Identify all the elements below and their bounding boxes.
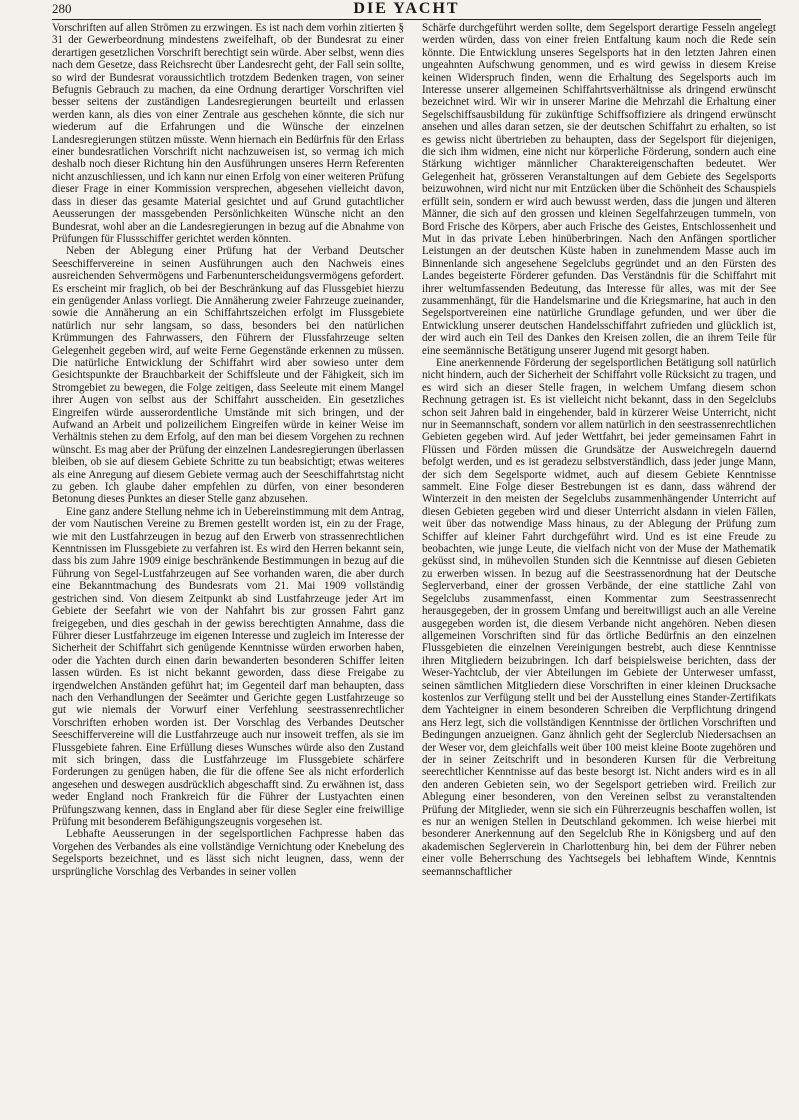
paragraph: Vorschriften auf allen Strömen zu erzwingen. Es ist nach dem vorhin zitierten § 31 der Gewerbeordnung mindestens zweifelhaft, ob der Bundesrat zu einer derartigen gesetzlichen Vorschrift berechtigt sein würde. Aber selbst, wenn dies nach dem Gesetze, dass Reichsrecht über Landesrecht geht, der Fall sein sollte, so wird der Bundesrat voraussichtlich trotzdem Bedenken tragen, von seiner Befugnis Gebrauch zu machen, da eine Ordnung derartiger Vorschriften viel besser seitens der zuständigen Landesregierungen beurteilt und erlassen werden kann, als dies von einer Zentrale aus geschehen könnte, die sich nur wiederum auf die Erfahrungen und die Wünsche der einzelnen Landesregierungen stützen müsste. Wenn hiernach ein Bedürfnis für den Erlass einer bundesratlichen Vorschrift nicht nachzuweisen ist, so vermag ich mich deshalb noch dieser Richtung hin den Ausführungen unseres Herrn Referenten nicht anzuschliessen, und ich kann nur einen Erfolg von einer weiteren Prüfung dieser Frage in einer Kommission versprechen, abgesehen vielleicht davon, dass in dieser das gesamte Material gesichtet und auf Grund gutachtlicher Aeusserungen der massgebenden Persönlichkeiten Wünsche nicht an den Bundesrat, wohl aber an die Landesregierungen in bezug auf die Abnahme von Prüfungen für Flussschiffer gerichtet werden könnten. [52, 22, 404, 245]
paragraph: Lebhafte Aeusserungen in der segelsportlichen Fachpresse haben das Vorgehen des Verbandes als eine vollständige Vernichtung oder Knebelung des Segelsports bezeichnet, und es lässt sich nicht leugnen, dass, wenn der ursprüngliche Vorschlag des Verbandes in seiner vollen [52, 828, 404, 878]
page-header [52, 0, 761, 20]
page-number: 280 [52, 1, 72, 16]
right-column [422, 22, 776, 1117]
left-column [52, 22, 404, 1117]
paragraph: Neben der Ablegung einer Prüfung hat der Verband Deutscher Seeschiffervereine in seinen Ausführungen auch den Nachweis eines ausreichenden Sehvermögens und Farbenunterscheidungsvermögens gefordert. Es erscheint mir fraglich, ob bei der Beschränkung auf das Flussgebiet hierzu ein genügender Anlass vorliegt. Die Annäherung zweier Fahrzeuge zueinander, sowie die Annäherung an ein Schiffahrtszeichen erfolgt im Flussgebiete natürlich nur sehr langsam, so dass, besonders bei den natürlichen Krümmungen des Fahrwassers, den Führern der Flussfahrzeuge selten Gelegenheit gegeben wird, auf weite Ferne Gegenstände erkennen zu müssen. Die natürliche Entwicklung der Schiffahrt wird aber sowieso unter dem Gesichtspunkte der Brauchbarkeit der Schiffsleute und der Fähigkeit, sich im Stromgebiet zu bewegen, die Folge zeitigen, dass Seeleute mit einem Mangel ihrer Augen von selbst aus der Schiffahrt ausscheiden. Ein gesetzliches Eingreifen würde ausserordentliche Umstände mit sich bringen, und der Aufwand an Arbeit und polizeilichem Eingreifen würde in keiner Weise im Verhältnis stehen zu dem Erfolg, auf den man bei diesem Vorgehen zu rechnen wünscht. Es mag aber der Prüfung der einzelnen Landesregierungen überlassen bleiben, ob sie auf diesem Gebiete Schritte zu tun beabsichtigt; etwas weiteres als eine Anregung auf diesem Gebiete vermag auch der Seeschiffahrtstag nicht zu geben. Ich glaube daher empfehlen zu dürfen, von einer besonderen Betonung dieses Punktes an dieser Stelle ganz abzusehen. [52, 245, 404, 506]
paragraph: Schärfe durchgeführt werden sollte, dem Segelsport derartige Fesseln angelegt werden würden, dass von einer freien Entfaltung kaum noch die Rede sein könnte. Die Entwicklung unseres Segelsports hat in den letzten Jahren einen ungeahnten Aufschwung genommen, und es wird gewiss in diesem Kreise keinen Widerspruch finden, wenn die Erhaltung des Segelsports auch im Interesse unserer allgemeinen Schiffahrtsverhältnisse als dringend erwünscht bezeichnet wird. Wir wir in unserer Marine die Mehrzahl die Erhaltung einer Segelschiffsausbildung für zukünftige Schiffsoffiziere als dringend erwünscht ansehen und alles daran setzen, sie der deutschen Schiffahrt zu erhalten, so ist es gewiss nicht übertrieben zu behaupten, dass der Segelsport für diejenigen, die sich ihm widmen, eine nicht nur körperliche Förderung, sondern auch eine Stärkung wichtiger männlicher Charaktereigenschaften bedeutet. Wer Gelegenheit hat, grösseren Veranstaltungen auf dem Gebiete des Segelsports beizuwohnen, wird nicht nur mit Entzücken über die Schönheit des Schauspiels erfüllt sein, sondern er wird auch bewusst werden, dass die jungen und älteren Männer, die sich auf den grossen und kleinen Segelfahrzeugen tummeln, von Bord Frische des Körpers, aber auch Frische des Geistes, Entschlossenheit und Mut in das private Leben hinüberbringen. Nach den Anfängen sportlicher Leistungen an der deutschen Küste haben in zunehmendem Masse auch im Binnenlande sich angesehene Segelclubs gegründet und an den Fürsten des Landes begeisterte Förderer gefunden. Das Verständnis für die Schiffahrt mit ihrer weltumfassenden Bedeutung, das Interesse für alles, was mit der See zusammenhängt, für die Handelsmarine und die Kriegsmarine, hat auch in den Segelsportvereinen eine natürliche Grundlage gefunden, und wer über die Entwicklung unserer deutschen Handelsschiffahrt zufrieden und glücklich ist, der wird auch ein Teil des Dankes den Kreisen zollen, die an ihrem Teile für eine seemännische Betätigung unserer Jugend mit gesorgt haben. [422, 22, 776, 357]
running-title: DIE YACHT [353, 0, 460, 17]
paragraph: Eine ganz andere Stellung nehme ich in Uebereinstimmung mit dem Antrag, der vom Nautischen Vereine zu Bremen gestellt worden ist, ein zu der Frage, wie mit den Lustfahrzeugen in bezug auf den Erwerb von strassenrechtlichen Kenntnissen im Flussgebiete zu verfahren ist. Es wird den Herren bekannt sein, dass bis zum Jahre 1909 einige beschränkende Bestimmungen in bezug auf die Führung von Segel-Lustfahrzeugen auf See vorhanden waren, die aber durch eine Bekanntmachung des Bundesrats vom 21. Mai 1909 vollständig gestrichen sind. Von diesem Zeitpunkt ab sind Lustfahrzeuge jeder Art im Gebiete der Seefahrt wie von der Nahfahrt bis zur grossen Fahrt ganz freigegeben, und dies geschah in der gewiss berechtigten Annahme, dass die Führer dieser Lustfahrzeuge im eigenen Interesse und zugleich im Interesse der Sicherheit der Schiffahrt sich genügende Kenntnisse würden erworben haben, oder die Yachten durch einen darin bewanderten besonderen Schiffer leiten lassen würden. Es ist nicht bekannt geworden, dass diese Freigabe zu irgendwelchen Anständen geführt hat; im Gegenteil darf man behaupten, dass nach den Verhandlungen der Seeämter und Gerichte gegen Lustfahrzeuge so gut wie niemals der Vorwurf einer Verfehlung seestrassenrechtlicher Vorschriften erhoben worden ist. Der Vorschlag des Verbandes Deutscher Seeschiffervereine will die Lustfahrzeuge auch nur insoweit treffen, als sie im Flussgebiete fahren. Eine Erfüllung dieses Wunsches würde also den Zustand mit sich bringen, dass die Lustfahrzeuge im Flussgebiete schärfere Forderungen zu genügen haben, die für die offene See als nicht erforderlich angesehen und deswegen ausdrücklich abgeschafft sind. Zu erwähnen ist, dass weder England noch Frankreich für die Führer der Lustyachten einen Prüfungszwang kennen, dass in England aber für diese Segler eine freiwillige Prüfung mit besonderem Befähigungszeugnis vorgesehen ist. [52, 505, 404, 828]
paragraph: Eine anerkennende Förderung der segelsportlichen Betätigung soll natürlich nicht hindern, auch der Sicherheit der Schiffahrt volle Rücksicht zu tragen, und es wird sich an dieser Stelle fragen, in welchem Umfang diesem schon Rechnung getragen ist. Es ist vielleicht nicht bekannt, dass in den Segelclubs schon seit Jahren bald in eingehender, bald in kürzerer Weise Unterricht, nicht nur in Seemannschaft, sondern vor allem natürlich in den seestrassenrechtlichen Gebieten gegeben wird. Auf jeder Wettfahrt, bei jeder gemeinsamen Fahrt in Flüssen und Förden müssen die Grundsätze der Ausweichregeln dauernd befolgt werden, und es ist geradezu selbstverständlich, dass jeder junge Mann, der sich dem Segelsporte widmet, auch auf diesem Gebiete Kenntnisse sammelt. Eine Folge dieser Bestrebungen ist es dann, dass während der Winterzeit in den meisten der Segelclubs zusammenhängender Unterricht auf diesen Gebieten gegeben wird und dieser Unterricht alsdann in vielen Fällen, weit über das notwendige Mass hinaus, zu der Ablegung der Prüfung zum Schiffer auf kleiner Fahrt durchgeführt wird. Und es ist eine Freude zu beobachten, wie junge Leute, die vielfach nicht von der Muse der Mathematik geküsst sind, in mühevollen Stunden sich die Kenntnisse auf diesen Gebieten zu erwerben wissen. In bezug auf die Seestrassenordnung hat der Deutsche Seglerverband, einer der grossen Verbände, der eine stattliche Zahl von Segelclubs zusammenfasst, einen Kommentar zum Seestrassenrecht herausgegeben, der in grossem Umfang und bereitwilligst auch an alle Vereine ausgegeben worden ist, die diesem Verbande nicht angehören. Neben diesen allgemeinen Vorschriften sind für das örtliche Bedürfnis an den einzelnen Flussgebieten die einzelnen Vereinigungen bestrebt, auch diese Kenntnisse ihren Mitgliedern beizubringen. Ich darf beispielsweise berichten, dass der Weser-Yachtclub, der vier Abteilungen im Gebiete der Unterweser umfasst, seinen sämtlichen Mitgliedern diese Vorschriften in einer kleinen Drucksache kostenlos zur Verfügung stellt und bei der Ausstellung eines Stander-Zertifikats dem Yachteigner in einem besonderen Schreiben die Verpflichtung dringend ans Herz legt, sich die vollständigen Kenntnisse der örtlichen Vorschriften und Bedingungen anzueignen. Ganz ähnlich geht der Seglerclub Niedersachsen an der Weser vor, dem gleichfalls weit über 100 meist kleine Boote zugehören und der in seiner Zeitschrift und in besonderen Kursen für die Verbreitung seerechtlicher Kenntnisse auf das beste besorgt ist. Nicht anders wird es in all den anderen Gebieten sein, wo der Segelsport getrieben wird. Freilich zur Ablegung einer besonderen, von den Vereinen selbst zu veranstaltenden Prüfung der Mitglieder, wenn sie sich ein Führerzeugnis beschaffen wollen, ist es nur an wenigen Stellen in Deutschland gekommen. Ich weise hierbei mit besonderer Anerkennung auf den Segelclub Rhe in Königsberg und auf den akademischen Seglerverein in Charlottenburg hin, bei dem der Führer neben einer volle Beherrschung des Yachtsegels bei lebhaftem Winde, Kenntnis seemannschaftlicher [422, 356, 776, 878]
